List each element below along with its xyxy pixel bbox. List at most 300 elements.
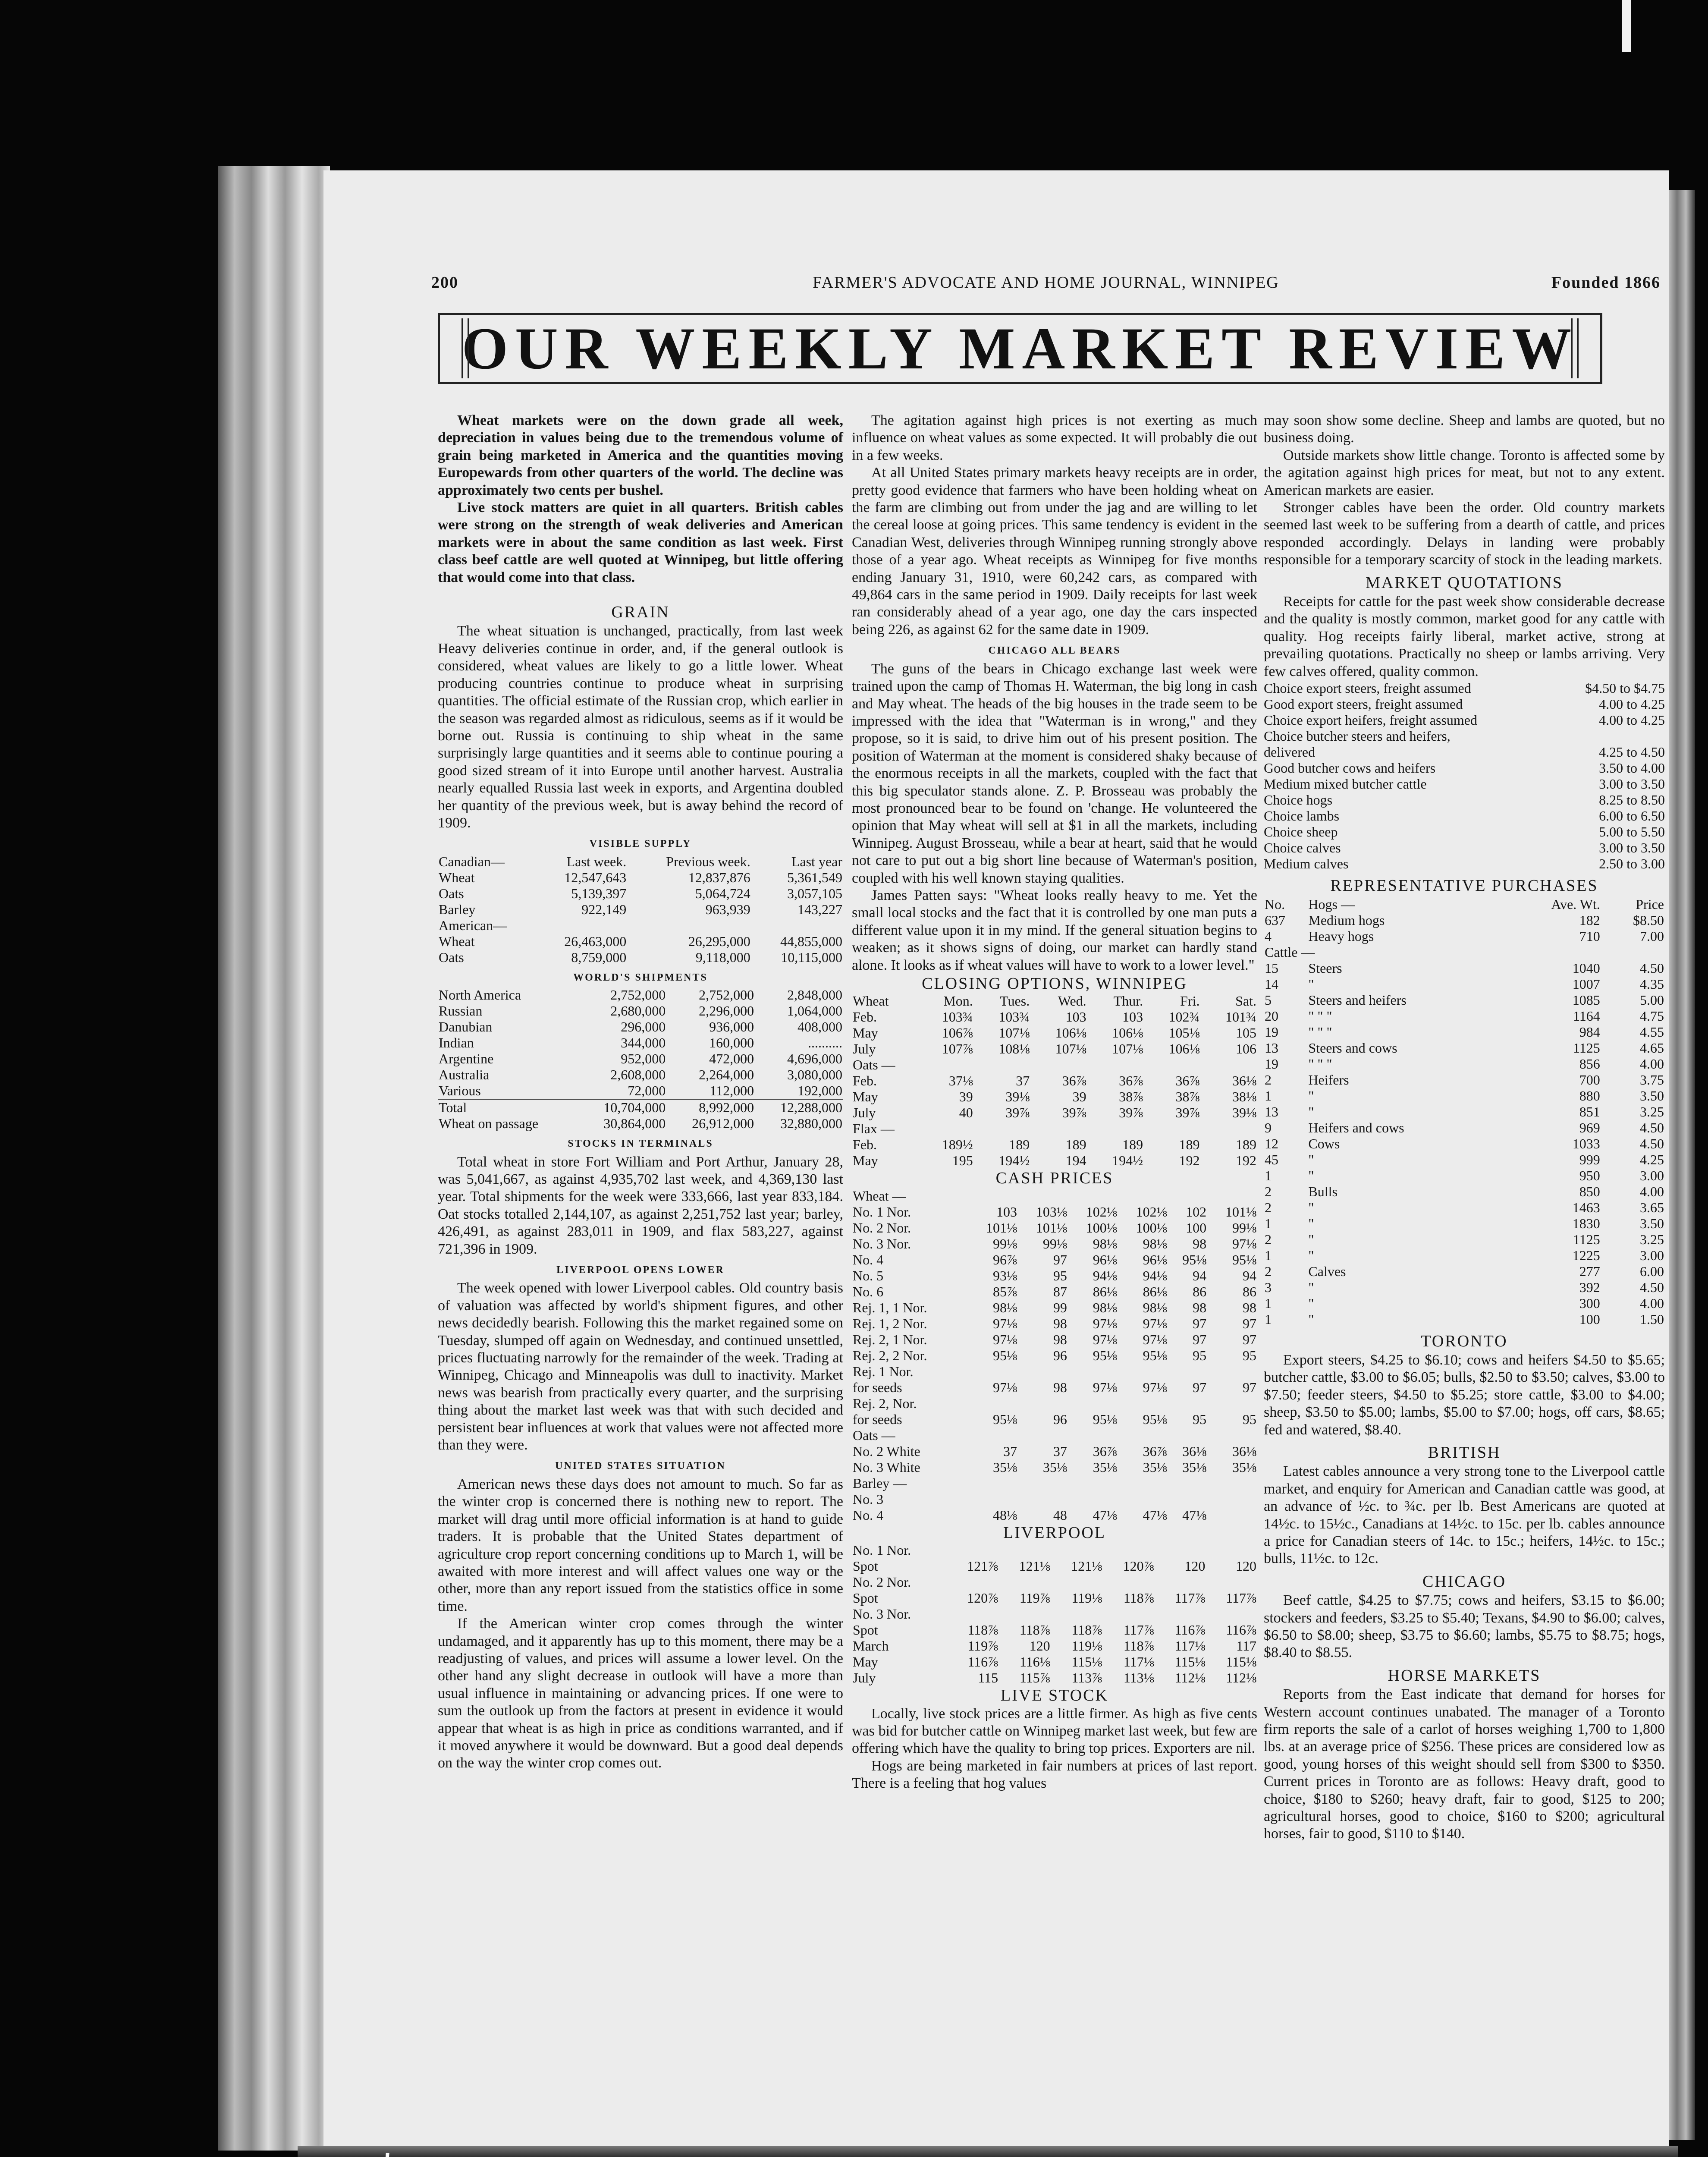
- table-cell: [999, 1574, 1051, 1590]
- table-cell: Feb.: [853, 1137, 877, 1153]
- table-cell: 120⅞: [1123, 1558, 1154, 1574]
- table-row: [1264, 1248, 1665, 1264]
- table-row: [852, 1542, 1257, 1558]
- table-cell: [1103, 1542, 1155, 1558]
- table-cell: 6.00: [1640, 1263, 1664, 1279]
- table-cell: 40: [959, 1105, 973, 1121]
- table-cell: [1103, 1574, 1155, 1590]
- table-cell: 9,118,000: [695, 949, 750, 965]
- table-cell: 107⅛: [1112, 1041, 1143, 1057]
- table-cell: 189½: [942, 1137, 973, 1153]
- table-row: [852, 1654, 1257, 1670]
- table-cell: 2: [1265, 1072, 1272, 1088]
- table-cell: 936,000: [709, 1019, 754, 1035]
- table-cell: " " ": [1308, 1008, 1332, 1024]
- table-row: [1264, 680, 1665, 696]
- table-cell: 3.75: [1640, 1072, 1664, 1088]
- table-row: [1264, 856, 1665, 872]
- table-cell: 36⅞: [1093, 1443, 1117, 1459]
- table-cell: 13: [1265, 1040, 1278, 1056]
- table-cell: 2: [1265, 1199, 1272, 1215]
- table-row: [852, 1009, 1257, 1025]
- table-cell: 2,264,000: [699, 1067, 754, 1083]
- table-cell: [947, 1542, 999, 1558]
- table-cell: 113⅞: [1071, 1670, 1102, 1686]
- table-cell: 118⅞: [967, 1622, 998, 1638]
- table-cell: 98: [1193, 1299, 1207, 1315]
- table-row: [852, 1507, 1257, 1523]
- journal-title: FARMER'S ADVOCATE AND HOME JOURNAL, WINNIPEG: [813, 274, 1279, 292]
- table-row: [852, 1137, 1257, 1153]
- table-cell: 189: [1236, 1137, 1256, 1153]
- table-cell: 85⅞: [992, 1283, 1017, 1299]
- table-cell: for seeds: [853, 1379, 902, 1395]
- table-cell: July: [853, 1041, 876, 1057]
- table-cell: 3.25: [1640, 1104, 1664, 1119]
- table-cell: 96⅞: [992, 1251, 1017, 1267]
- table-cell: 95⅛: [1093, 1347, 1117, 1363]
- table-row: [852, 1316, 1257, 1332]
- table-cell: 1125: [1573, 1040, 1600, 1056]
- table-cell: 48⅛: [992, 1507, 1017, 1523]
- column-header: Last year: [791, 853, 842, 869]
- table-cell: 4.50: [1640, 1135, 1664, 1151]
- table-cell: 100: [1186, 1220, 1207, 1236]
- section-heading: CLOSING OPTIONS, WINNIPEG: [922, 975, 1187, 993]
- table-row: [1264, 792, 1665, 808]
- table-cell: Total: [438, 1099, 578, 1116]
- table-cell: Medium calves: [1264, 856, 1349, 872]
- table-cell: ": [1308, 976, 1314, 992]
- table-cell: 1225: [1572, 1247, 1600, 1263]
- table-cell: 98⅛: [1093, 1236, 1117, 1251]
- table-cell: No. 4: [853, 1507, 884, 1523]
- newspaper-page: [323, 170, 1669, 2146]
- table-cell: 47⅛: [1093, 1507, 1117, 1523]
- table-cell: 37⅛: [948, 1073, 973, 1089]
- table-cell: 95⅛: [992, 1347, 1017, 1363]
- table-cell: 4.00: [1640, 1295, 1664, 1311]
- table-cell: 856: [1579, 1056, 1600, 1072]
- table-row: [1264, 1120, 1665, 1136]
- table-cell: Ave. Wt.: [1551, 896, 1600, 912]
- table-cell: 39⅞: [1062, 1105, 1086, 1121]
- table-cell: 117⅞: [1123, 1622, 1154, 1638]
- table-cell: 4.75: [1640, 1008, 1664, 1024]
- table-cell: 1125: [1573, 1231, 1600, 1247]
- table-cell: 116⅛: [1019, 1654, 1050, 1670]
- table-cell: 4,696,000: [787, 1051, 842, 1067]
- table-cell: 108⅛: [998, 1041, 1030, 1057]
- us-paragraph: If the American winter crop comes through the winter undamaged, and it apparently has up to this moment, there may be a readjusting of values, and prices will assume a lower level. On the other hand any slight decrease in outlook will have a more than usual influence in maintaining or advancing prices. If one were to sum the outlook up from the factors at present in evidence it would appear that wheat is as high in price as conditions warranted, and if it moved anywhere it would be downward. But a good deal depends on the way the winter crop comes out.: [438, 1616, 843, 1771]
- table-cell: 2: [1265, 1263, 1272, 1279]
- table-cell: 19: [1265, 1056, 1278, 1072]
- table-cell: No. 2 Nor.: [853, 1220, 911, 1236]
- table-cell: 98⅛: [1093, 1299, 1117, 1315]
- row-group-label: Oats —: [853, 1427, 895, 1443]
- body-paragraph: At all United States primary markets heavy receipts are in order, pretty good evidence that farmers who have been holding wheat on the farm are climbing out from under the jag and are willing to let the cereal loose at going prices. This same tendency is evident in the Canadian West, deliveries through Winnipeg running strongly above those of a year ago. Wheat receipts as Winnipeg for five months ending January 31, 1910, were 60,242 cars, as compared with 49,864 cars in the same period in 1909. Daily receipts for last week ran considerably ahead of a year ago, one day the cars inspected being 226, as against 62 for the same date in 1909.: [852, 465, 1257, 638]
- table-cell: 112,000: [710, 1083, 754, 1099]
- table-cell: 3.65: [1640, 1199, 1664, 1215]
- table-cell: Tues.: [1000, 993, 1030, 1009]
- table-cell: 851: [1579, 1104, 1600, 1119]
- table-cell: 115⅞: [1019, 1670, 1050, 1686]
- table-row: [852, 1558, 1257, 1574]
- table-row: [438, 918, 843, 934]
- table-cell: North America: [439, 987, 521, 1003]
- section-heading: HORSE MARKETS: [1388, 1666, 1541, 1685]
- table-row: [1264, 1152, 1665, 1168]
- table-cell: 1.50: [1640, 1311, 1664, 1327]
- table-cell: 120: [1236, 1558, 1256, 1574]
- table-row: [438, 1019, 843, 1035]
- table-cell: 2,752,000: [699, 987, 754, 1003]
- table-cell: Wheat: [853, 993, 889, 1009]
- table-cell: 39⅞: [1175, 1105, 1200, 1121]
- section-heading: LIVE STOCK: [1001, 1686, 1108, 1705]
- table-cell: Cows: [1308, 1135, 1340, 1151]
- table-cell: 143,227: [797, 901, 842, 917]
- table-row: [1264, 840, 1665, 856]
- table-cell: 1033: [1572, 1135, 1600, 1151]
- table-cell: 38⅞: [1175, 1089, 1200, 1105]
- table-cell: 98: [1243, 1299, 1256, 1315]
- table-cell: 35⅛: [1143, 1459, 1167, 1475]
- table-row: [852, 1670, 1257, 1686]
- table-cell: [1207, 1491, 1257, 1507]
- table-cell: [1155, 1574, 1206, 1590]
- table-row: [1264, 992, 1665, 1008]
- table-cell: 700: [1579, 1072, 1600, 1088]
- table-cell: 119⅞: [967, 1638, 998, 1654]
- table-cell: 107⅞: [942, 1041, 973, 1057]
- table-cell: 408,000: [797, 1019, 842, 1035]
- table-cell: 47⅛: [1143, 1507, 1167, 1523]
- table-cell: Heifers and cows: [1308, 1119, 1404, 1135]
- table-cell: Spot: [853, 1590, 878, 1606]
- table-cell: 36⅞: [1143, 1443, 1167, 1459]
- table-cell: 189: [1179, 1137, 1200, 1153]
- table-cell: 19: [1265, 1024, 1278, 1040]
- table-cell: 101⅛: [986, 1220, 1017, 1236]
- table-cell: No. 2 White: [853, 1443, 920, 1459]
- table-cell: 192: [1236, 1153, 1256, 1169]
- table-cell: 12,547,643: [564, 869, 627, 885]
- table-cell: 97⅛: [1143, 1315, 1167, 1331]
- table-cell: 103¾: [942, 1009, 973, 1025]
- table-row: [852, 1089, 1257, 1105]
- section-heading: CASH PRICES: [995, 1169, 1114, 1188]
- table-cell: 106⅛: [1055, 1025, 1086, 1041]
- table-cell: ": [1308, 1167, 1314, 1183]
- body-paragraph: Receipts for cattle for the past week show considerable decrease and the quality is mostly common, market good for any cattle with quality. Hog receipts fairly liberal, market active, strong at prevailing quotations. Practically no sheep or lambs arriving. Very few calves offered, quality common.: [1264, 594, 1665, 679]
- body-paragraph: Hogs are being marketed in fair numbers at prices of last report. There is a feeling that hog values: [852, 1758, 1257, 1792]
- table-cell: 95: [1053, 1267, 1067, 1283]
- table-row: [1264, 1008, 1665, 1024]
- table-cell: 1007: [1572, 976, 1600, 992]
- closing-options-table: [852, 993, 1257, 1169]
- table-cell: 472,000: [709, 1051, 754, 1067]
- table-cell: 2: [1265, 1183, 1272, 1199]
- table-cell: 117⅛: [1123, 1654, 1154, 1670]
- liverpool-paragraph: The week opened with lower Liverpool cables. Old country basis of valuation was affected by world's shipment figures, and other news decidedly bearish. Following this the market regained some on Tuesday, slumped off again on Wednesday, and continued unsettled, prices fluctuating narrowly for the remainder of the week. Trading at Winnipeg, Chicago and Minneapolis was dull to inactivity. Market news was bearish from practically every quarter, and the surprising thing about the market last week was that with such decided and persistent bear influences at work that values were not affected more than they were.: [438, 1280, 843, 1453]
- section-heading: REPRESENTATIVE PURCHASES: [1330, 877, 1598, 895]
- table-cell: 922,149: [581, 901, 627, 917]
- table-cell: " " ": [1308, 1024, 1332, 1040]
- worlds-shipments-table: [438, 987, 843, 1132]
- table-cell: 98⅛: [1143, 1236, 1167, 1251]
- table-cell: Wed.: [1058, 993, 1086, 1009]
- table-cell: 1: [1265, 1167, 1272, 1183]
- table-cell: 95: [1193, 1411, 1207, 1427]
- table-cell: 86⅛: [1093, 1283, 1117, 1299]
- table-cell: 112⅛: [1174, 1670, 1206, 1686]
- table-cell: 8,759,000: [571, 949, 627, 965]
- table-row: [1264, 912, 1665, 928]
- table-cell: 5.00: [1640, 992, 1664, 1008]
- table-cell: 9: [1265, 1119, 1272, 1135]
- table-cell: 1040: [1572, 960, 1600, 976]
- table-cell: Choice lambs: [1264, 808, 1340, 824]
- row-group-label: Barley —: [853, 1475, 907, 1491]
- table-cell: 120⅞: [967, 1590, 998, 1606]
- table-cell: [1051, 1542, 1103, 1558]
- table-cell: 100⅛: [1086, 1220, 1117, 1236]
- section-subheading: VISIBLE SUPPLY: [589, 838, 692, 850]
- table-cell: Choice sheep: [1264, 824, 1338, 840]
- table-cell: Heifers: [1308, 1072, 1349, 1088]
- table-cell: 36⅞: [1119, 1073, 1143, 1089]
- table-cell: 4.50: [1640, 1279, 1664, 1295]
- table-cell: Good butcher cows and heifers: [1264, 760, 1436, 776]
- table-cell: 13: [1265, 1104, 1278, 1119]
- table-cell: 86: [1193, 1283, 1207, 1299]
- table-row: [1264, 1040, 1665, 1056]
- table-cell: 100: [1579, 1311, 1600, 1327]
- table-cell: 2,608,000: [610, 1067, 666, 1083]
- table-cell: 1: [1265, 1088, 1272, 1104]
- table-cell: 97: [1193, 1331, 1207, 1347]
- table-cell: 117⅞: [1226, 1590, 1256, 1606]
- table-cell: 39⅛: [1005, 1089, 1030, 1105]
- body-paragraph: Reports from the East indicate that demand for horses for Western account continues unabated. The manager of a Toronto firm reports the sale of a carlot of horses weighing 1,700 to 1,800 lbs. at an average price of $256. These prices are considered low as good, young horses of this weight should sell from $300 to $350. Current prices in Toronto are as follows: Heavy draft, good to choice, $180 to $260; heavy draft, fair to good, $125 to 200; agricultural horses, good to choice, $160 to $200; agricultural horses, fair to good, $110 to $140.: [1264, 1686, 1665, 1842]
- table-cell: 97: [1053, 1251, 1067, 1267]
- table-cell: 2: [1265, 1231, 1272, 1247]
- table-cell: 35⅛: [1232, 1459, 1256, 1475]
- table-cell: $8.50: [1633, 912, 1664, 928]
- table-cell: 194½: [998, 1153, 1030, 1169]
- stocks-paragraph: Total wheat in store Fort William and Port Arthur, January 28, was 5,041,667, as against 4,935,702 last week, and 4,369,130 last year. Total shipments for the week were 333,666, last year 833,184. Oat stocks totalled 2,144,107, as against 2,251,752 last year; barley, 426,491, as against 283,011 in 1909, and flax 583,227, against 721,396 in 1909.: [438, 1154, 843, 1257]
- table-cell: 116⅞: [967, 1654, 998, 1670]
- table-row: [1264, 776, 1665, 792]
- table-cell: 117⅛: [1174, 1638, 1206, 1654]
- table-cell: 45: [1265, 1151, 1278, 1167]
- table-cell: 26,912,000: [692, 1116, 754, 1132]
- table-row: [1264, 944, 1665, 960]
- table-cell: 5,064,724: [695, 885, 750, 901]
- table-cell: 94: [1243, 1267, 1256, 1283]
- table-cell: Choice butcher steers and heifers,: [1264, 728, 1451, 744]
- table-row: [1264, 1295, 1665, 1311]
- table-cell: 44,855,000: [780, 933, 842, 949]
- table-cell: [968, 1491, 1018, 1507]
- table-row: [438, 1035, 843, 1051]
- table-cell: Steers and cows: [1308, 1040, 1397, 1056]
- table-cell: 119⅛: [1071, 1590, 1102, 1606]
- table-row: [1264, 1232, 1665, 1248]
- table-cell: 1085: [1572, 992, 1600, 1008]
- table-cell: 12,837,876: [688, 869, 750, 885]
- table-cell: 48: [1053, 1507, 1067, 1523]
- table-cell: 12: [1265, 1135, 1278, 1151]
- table-cell: 94⅛: [1143, 1267, 1167, 1283]
- table-cell: [999, 1606, 1051, 1622]
- table-row: [1264, 744, 1665, 760]
- table-row: [438, 1116, 843, 1132]
- table-cell: 952,000: [621, 1051, 666, 1067]
- table-cell: 103: [1122, 1009, 1143, 1025]
- table-cell: 194: [1065, 1153, 1086, 1169]
- table-row: [438, 1083, 843, 1099]
- table-cell: 107⅛: [998, 1025, 1030, 1041]
- body-paragraph: may soon show some decline. Sheep and lambs are quoted, but no business doing.: [1264, 412, 1665, 446]
- table-row: [852, 1188, 1257, 1204]
- table-row: [852, 1025, 1257, 1041]
- table-cell: Choice export steers, freight assumed: [1264, 680, 1471, 696]
- section-subheading: STOCKS IN TERMINALS: [568, 1138, 713, 1150]
- table-cell: [947, 1606, 999, 1622]
- table-cell: ": [1308, 1104, 1314, 1119]
- table-cell: 36⅞: [1062, 1073, 1086, 1089]
- table-cell: 117⅞: [1174, 1590, 1206, 1606]
- table-cell: Thur.: [1113, 993, 1143, 1009]
- table-cell: 39⅛: [1232, 1105, 1256, 1121]
- table-cell: 4.25: [1640, 1151, 1664, 1167]
- table-cell: Choice hogs: [1264, 792, 1333, 808]
- table-cell: 95⅛: [1232, 1251, 1256, 1267]
- section-heading: LIVERPOOL: [1003, 1523, 1106, 1542]
- table-row: [852, 1475, 1257, 1491]
- row-group-label: American—: [439, 917, 507, 933]
- table-cell: 95: [1243, 1411, 1256, 1427]
- table-cell: 999: [1579, 1151, 1600, 1167]
- table-cell: ": [1308, 1151, 1314, 1167]
- table-cell: No.: [1265, 896, 1285, 912]
- table-cell: 35⅛: [1182, 1459, 1207, 1475]
- table-row: [1264, 960, 1665, 976]
- row-group-label: Wheat —: [853, 1188, 906, 1204]
- table-cell: May: [853, 1654, 878, 1670]
- table-cell: 97⅛: [992, 1379, 1017, 1395]
- table-cell: 37: [1003, 1443, 1017, 1459]
- table-cell: ..........: [808, 1035, 842, 1051]
- table-row: [852, 1041, 1257, 1057]
- table-row: [1264, 1264, 1665, 1280]
- table-cell: 105⅛: [1168, 1025, 1200, 1041]
- table-cell: [1103, 1606, 1155, 1622]
- table-cell: 4: [1265, 928, 1272, 944]
- table-row: [438, 1067, 843, 1083]
- body-paragraph: James Patten says: "Wheat looks really heavy to me. Yet the small local stocks and the fact that it is controlled by one man puts a different value upon it in my mind. If the general situation begins to weaken; as it shows signs of doing, our market can hardly stand alone. It looks as if wheat values will have to work to a lower level.": [852, 887, 1257, 973]
- table-row: [852, 1396, 1257, 1412]
- cash-prices-table: [852, 1188, 1257, 1523]
- table-cell: ": [1308, 1311, 1314, 1327]
- table-row: [1264, 928, 1665, 944]
- table-cell: 950: [1579, 1167, 1600, 1183]
- table-row: [852, 1105, 1257, 1121]
- table-cell: 103¾: [998, 1009, 1030, 1025]
- row-group-label: Rej. 2, Nor.: [853, 1395, 917, 1411]
- table-row: [852, 1412, 1257, 1428]
- table-cell: Choice export heifers, freight assumed: [1264, 712, 1477, 728]
- section-subheading: UNITED STATES SITUATION: [555, 1460, 726, 1472]
- table-cell: [999, 1542, 1051, 1558]
- table-cell: 189: [1009, 1137, 1030, 1153]
- table-cell: 277: [1579, 1263, 1600, 1279]
- table-cell: 99: [1053, 1299, 1067, 1315]
- table-cell: 30,864,000: [603, 1116, 666, 1132]
- table-cell: 103: [1065, 1009, 1086, 1025]
- table-row: [852, 1332, 1257, 1348]
- table-row: [438, 886, 843, 902]
- table-cell: 3.50 to 4.00: [1599, 760, 1665, 776]
- table-cell: 121⅛: [1019, 1558, 1050, 1574]
- table-cell: July: [853, 1105, 876, 1121]
- table-cell: delivered: [1264, 744, 1316, 760]
- table-cell: 39⅞: [1005, 1105, 1030, 1121]
- table-cell: 98: [1053, 1379, 1067, 1395]
- page-number: 200: [431, 274, 458, 292]
- table-cell: 3,080,000: [787, 1067, 842, 1083]
- table-row: [852, 1073, 1257, 1089]
- table-cell: Various: [439, 1083, 481, 1099]
- table-cell: ": [1308, 1279, 1314, 1295]
- table-cell: 101⅛: [1036, 1220, 1067, 1236]
- table-cell: 95⅛: [1143, 1347, 1167, 1363]
- table-cell: 96⅛: [1093, 1251, 1117, 1267]
- table-cell: No. 3 White: [853, 1459, 920, 1475]
- liverpool-table: [852, 1542, 1257, 1686]
- table-cell: Feb.: [853, 1009, 877, 1025]
- table-cell: 118⅞: [1123, 1638, 1154, 1654]
- page-edge: [1665, 190, 1695, 2140]
- table-cell: 1463: [1572, 1199, 1600, 1215]
- table-cell: 4.65: [1640, 1040, 1664, 1056]
- table-cell: Calves: [1308, 1263, 1346, 1279]
- table-cell: 113⅛: [1123, 1670, 1154, 1686]
- table-row: [852, 1268, 1257, 1284]
- table-cell: [947, 1574, 999, 1590]
- table-cell: 4.00: [1640, 1056, 1664, 1072]
- table-row: [852, 1459, 1257, 1475]
- section-heading: TORONTO: [1421, 1332, 1508, 1350]
- table-cell: 6.00 to 6.50: [1599, 808, 1665, 824]
- table-cell: 96⅛: [1143, 1251, 1167, 1267]
- table-cell: Feb.: [853, 1073, 877, 1089]
- body-paragraph: Beef cattle, $4.25 to $7.75; cows and heifers, $3.15 to $6.00; stockers and feeders, $3.25 to $5.40; Texans, $4.90 to $6.00; calves, $6.50 to $8.00; sheep, $3.75 to $6.60; lambs, $5.75 to $8.75; hogs, $8.40 to $8.55.: [1264, 1592, 1665, 1661]
- table-row: [852, 1364, 1257, 1380]
- table-cell: ": [1308, 1231, 1314, 1247]
- table-cell: No. 3 Nor.: [853, 1606, 911, 1622]
- table-cell: 1830: [1572, 1215, 1600, 1231]
- table-cell: 97: [1243, 1331, 1256, 1347]
- table-cell: 95⅛: [1143, 1411, 1167, 1427]
- table-row: [1264, 1104, 1665, 1120]
- table-cell: 99⅛: [1232, 1220, 1256, 1236]
- table-row: [852, 1236, 1257, 1252]
- table-cell: 2,680,000: [610, 1003, 666, 1019]
- table-cell: May: [853, 1089, 878, 1105]
